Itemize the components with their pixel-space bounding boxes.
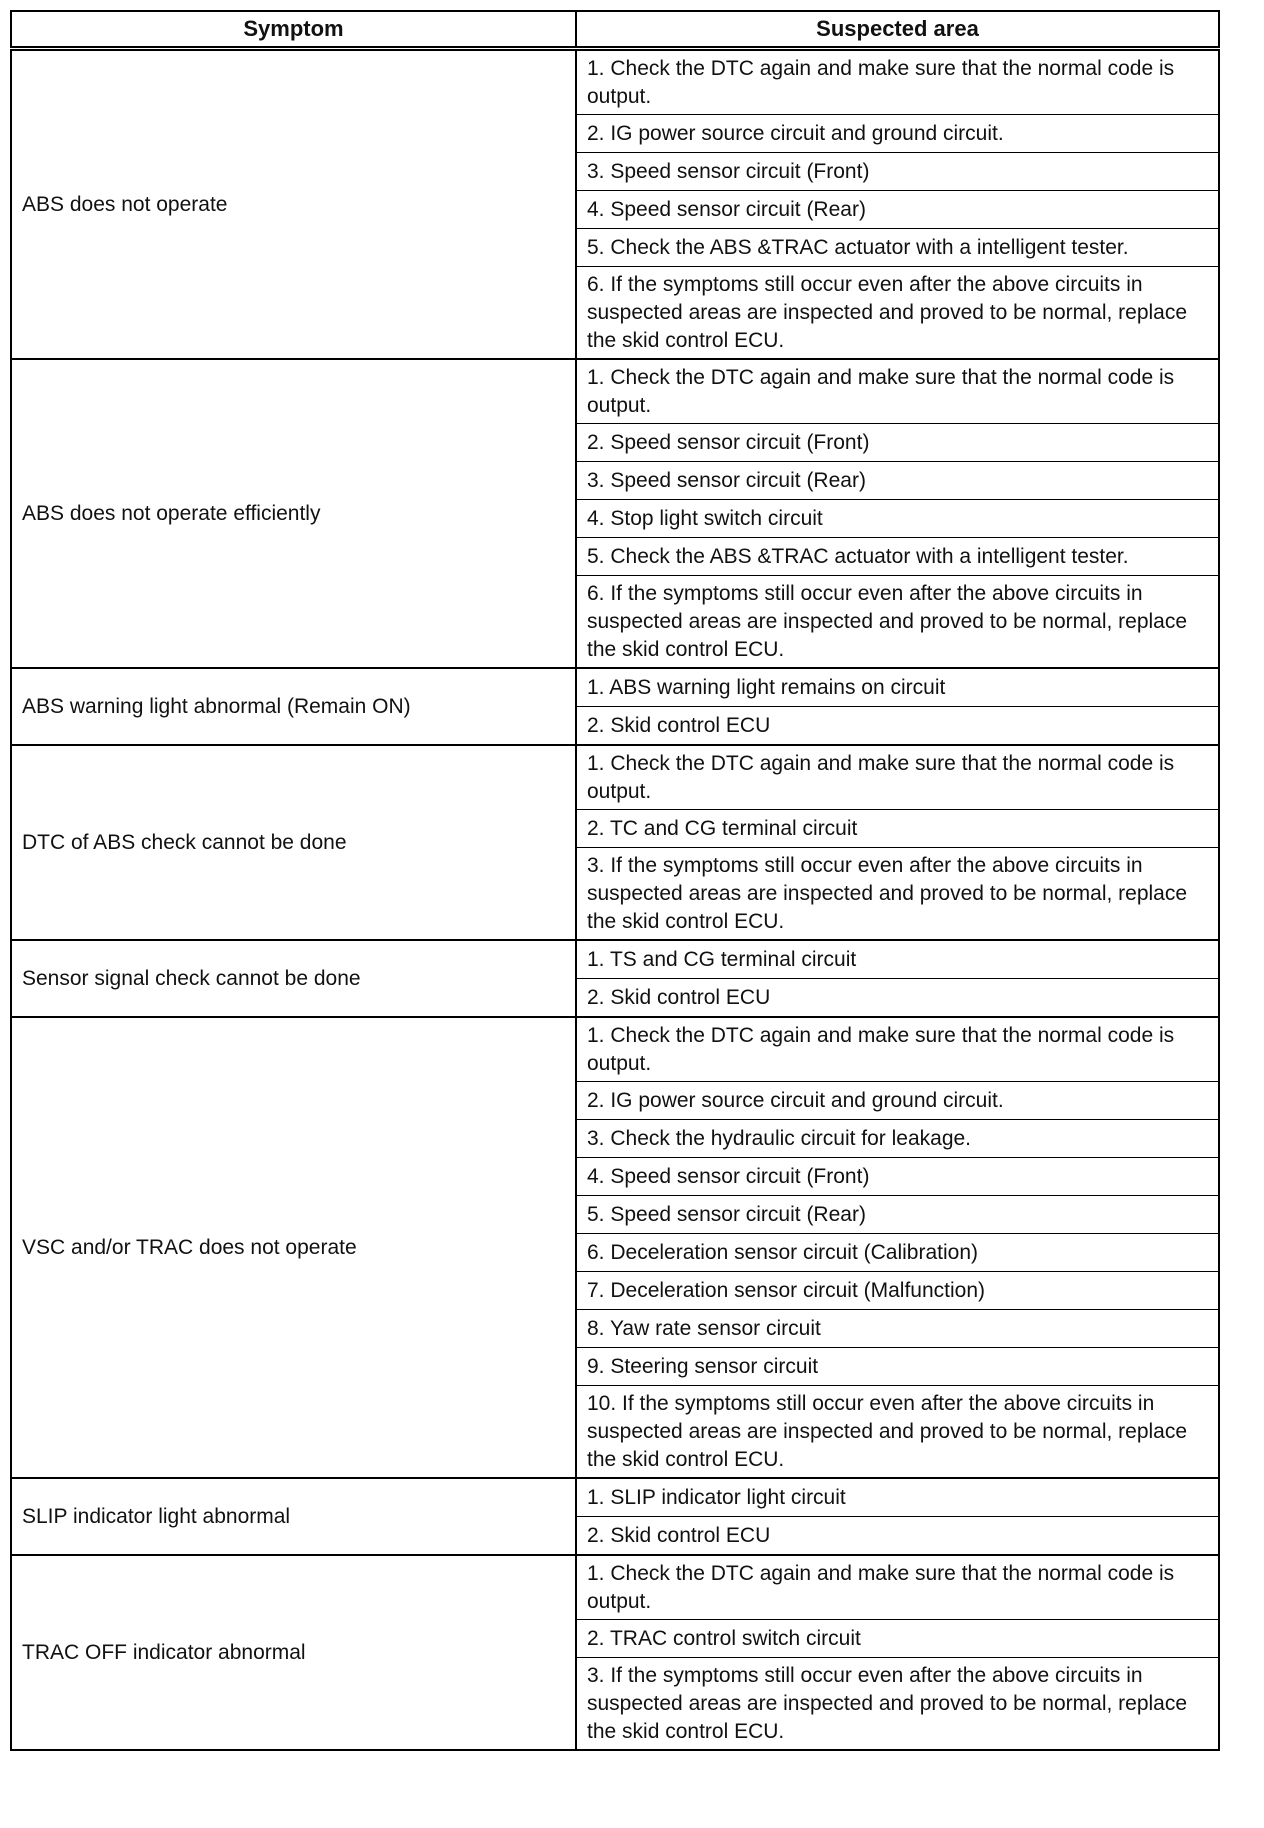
suspected-area-cell: 3. Speed sensor circuit (Rear)	[576, 462, 1219, 500]
suspected-area-cell: 5. Check the ABS &TRAC actuator with a intelligent tester.	[576, 538, 1219, 576]
suspected-area-cell: 1. Check the DTC again and make sure that the normal code is output.	[576, 745, 1219, 810]
table-row	[11, 745, 1219, 810]
header-row	[11, 11, 1219, 49]
suspected-area-cell: 1. SLIP indicator light circuit	[576, 1478, 1219, 1517]
table-row	[11, 1555, 1219, 1620]
suspected-area-cell: 3. Speed sensor circuit (Front)	[576, 153, 1219, 191]
symptom-cell: ABS warning light abnormal (Remain ON)	[11, 668, 576, 745]
suspected-area-cell: 6. Deceleration sensor circuit (Calibration)	[576, 1234, 1219, 1272]
suspected-area-column-header: Suspected area	[576, 11, 1219, 49]
symptom-cell: SLIP indicator light abnormal	[11, 1478, 576, 1555]
suspected-area-cell: 4. Speed sensor circuit (Front)	[576, 1158, 1219, 1196]
suspected-area-cell: 2. IG power source circuit and ground circuit.	[576, 115, 1219, 153]
symptom-cell: VSC and/or TRAC does not operate	[11, 1017, 576, 1478]
suspected-area-cell: 1. ABS warning light remains on circuit	[576, 668, 1219, 707]
suspected-area-cell: 3. If the symptoms still occur even after the above circuits in suspected areas are inspected and proved to be normal, replace the skid control ECU.	[576, 1658, 1219, 1751]
symptom-cell: TRAC OFF indicator abnormal	[11, 1555, 576, 1750]
suspected-area-cell: 2. IG power source circuit and ground circuit.	[576, 1082, 1219, 1120]
symptom-cell: ABS does not operate efficiently	[11, 359, 576, 668]
suspected-area-cell: 10. If the symptoms still occur even after the above circuits in suspected areas are inspected and proved to be normal, replace the skid control ECU.	[576, 1386, 1219, 1479]
suspected-area-cell: 2. TC and CG terminal circuit	[576, 810, 1219, 848]
suspected-area-cell: 5. Check the ABS &TRAC actuator with a intelligent tester.	[576, 229, 1219, 267]
table-row	[11, 359, 1219, 424]
suspected-area-cell: 6. If the symptoms still occur even after the above circuits in suspected areas are inspected and proved to be normal, replace the skid control ECU.	[576, 576, 1219, 669]
suspected-area-cell: 2. Skid control ECU	[576, 1517, 1219, 1556]
suspected-area-cell: 2. Speed sensor circuit (Front)	[576, 424, 1219, 462]
suspected-area-cell: 1. Check the DTC again and make sure that the normal code is output.	[576, 1017, 1219, 1082]
suspected-area-cell: 1. Check the DTC again and make sure that the normal code is output.	[576, 49, 1219, 115]
symptom-cell: Sensor signal check cannot be done	[11, 940, 576, 1017]
suspected-area-cell: 2. TRAC control switch circuit	[576, 1620, 1219, 1658]
suspected-area-cell: 4. Stop light switch circuit	[576, 500, 1219, 538]
suspected-area-cell: 2. Skid control ECU	[576, 979, 1219, 1018]
symptom-cell: ABS does not operate	[11, 49, 576, 360]
table-row	[11, 668, 1219, 707]
table-row	[11, 49, 1219, 115]
troubleshooting-table	[10, 10, 1220, 1751]
suspected-area-cell: 1. TS and CG terminal circuit	[576, 940, 1219, 979]
suspected-area-cell: 2. Skid control ECU	[576, 707, 1219, 746]
suspected-area-cell: 3. If the symptoms still occur even after the above circuits in suspected areas are inspected and proved to be normal, replace the skid control ECU.	[576, 848, 1219, 941]
table-row	[11, 940, 1219, 979]
symptom-cell: DTC of ABS check cannot be done	[11, 745, 576, 940]
suspected-area-cell: 4. Speed sensor circuit (Rear)	[576, 191, 1219, 229]
symptom-column-header: Symptom	[11, 11, 576, 49]
table-body	[11, 49, 1219, 1751]
suspected-area-cell: 6. If the symptoms still occur even after the above circuits in suspected areas are inspected and proved to be normal, replace the skid control ECU.	[576, 267, 1219, 360]
suspected-area-cell: 1. Check the DTC again and make sure that the normal code is output.	[576, 359, 1219, 424]
suspected-area-cell: 1. Check the DTC again and make sure that the normal code is output.	[576, 1555, 1219, 1620]
suspected-area-cell: 3. Check the hydraulic circuit for leakage.	[576, 1120, 1219, 1158]
suspected-area-cell: 7. Deceleration sensor circuit (Malfunction)	[576, 1272, 1219, 1310]
suspected-area-cell: 9. Steering sensor circuit	[576, 1348, 1219, 1386]
table-row	[11, 1478, 1219, 1517]
suspected-area-cell: 8. Yaw rate sensor circuit	[576, 1310, 1219, 1348]
table-row	[11, 1017, 1219, 1082]
suspected-area-cell: 5. Speed sensor circuit (Rear)	[576, 1196, 1219, 1234]
